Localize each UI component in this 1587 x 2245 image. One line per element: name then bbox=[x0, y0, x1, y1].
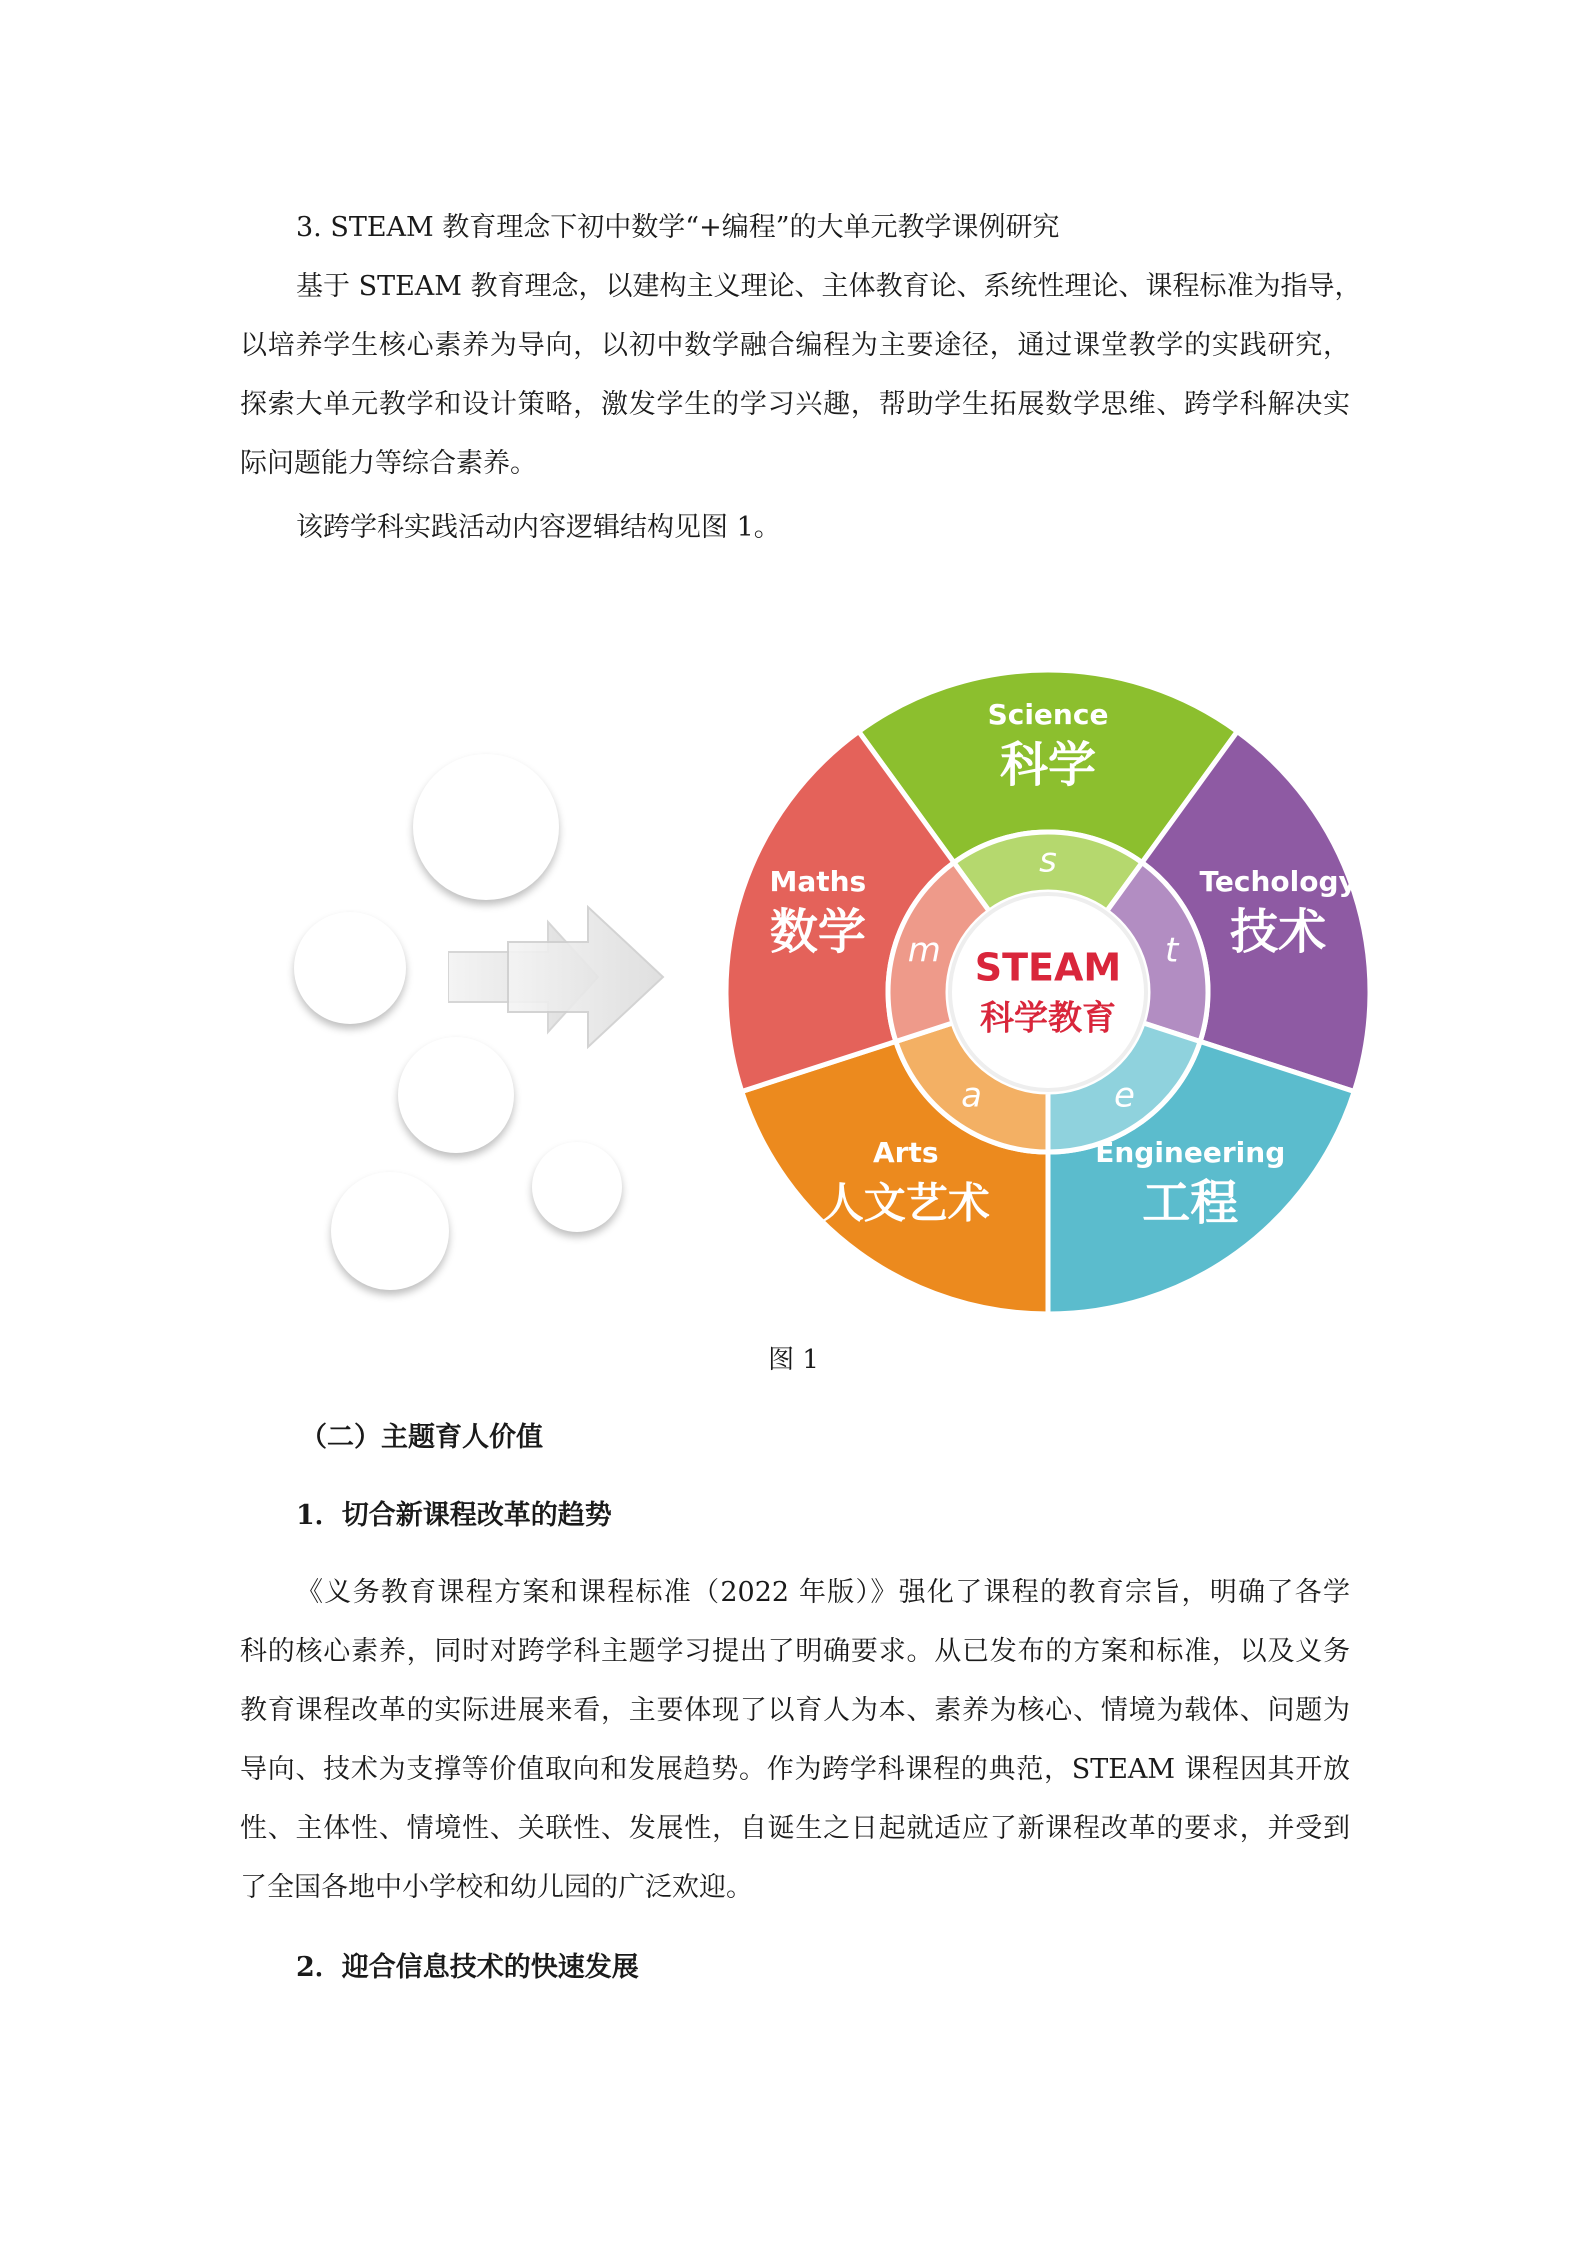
wheel-center bbox=[950, 894, 1146, 1090]
segment-letter: t bbox=[1164, 930, 1179, 971]
segment-zh-label: 人文艺术 bbox=[821, 1178, 990, 1228]
segment-letter: e bbox=[1113, 1075, 1135, 1116]
segment-en-label: Maths bbox=[769, 865, 867, 899]
arrow-right-icon bbox=[448, 902, 688, 1052]
bubble-process bbox=[294, 912, 406, 1024]
subsection-heading-1: 1．切合新课程改革的趋势 bbox=[296, 1500, 612, 1531]
segment-zh-label: 工程 bbox=[1142, 1174, 1239, 1231]
segment-zh-label: 技术 bbox=[1230, 904, 1327, 961]
bubble-label: 跨学科 bbox=[548, 1176, 606, 1198]
body-text: 性、主体性、情境性、关联性、发展性，自诞生之日起就适应了新课程改革的要求，并受到 bbox=[240, 1813, 1350, 1844]
section-heading: （二）主题育人价值 bbox=[300, 1422, 543, 1453]
body-text: 该跨学科实践活动内容逻辑结构见图 1。 bbox=[296, 512, 781, 543]
body-text: 了全国各地中小学校和幼儿园的广泛欢迎。 bbox=[240, 1872, 753, 1903]
subsection-heading-2: 2．迎合信息技术的快速发展 bbox=[296, 1952, 639, 1983]
body-text: 探索大单元教学和设计策略，激发学生的学习兴趣，帮助学生拓展数学思维、跨学科解决实 bbox=[240, 389, 1350, 420]
bubble-label: 培养 解决实际 问题的 能力 bbox=[357, 1190, 422, 1272]
segment-zh-label: 科学 bbox=[999, 737, 1097, 793]
steam-figure bbox=[280, 672, 1400, 1332]
segment-en-label: Techology bbox=[1199, 865, 1357, 899]
wheel-center-subtitle: 科学教育 bbox=[980, 998, 1116, 1039]
section-title-3: 3. STEAM 教育理念下初中数学“+编程”的大单元教学课例研究 bbox=[296, 212, 1060, 243]
segment-letter: s bbox=[1039, 840, 1057, 881]
bubble-label: 培养 系统逻辑 思维的 能力 bbox=[423, 1054, 488, 1136]
bubble-connection bbox=[413, 754, 559, 900]
bubble-problem-solving bbox=[331, 1172, 449, 1290]
body-text: 教育课程改革的实际进展来看，主要体现了以育人为本、素养为核心、情境为载体、问题为 bbox=[240, 1695, 1350, 1726]
wheel-center-title: STEAM bbox=[974, 945, 1122, 990]
bubble-label: 注重 解决问题 的过程 bbox=[311, 933, 388, 1003]
segment-en-label: Arts bbox=[872, 1135, 939, 1169]
segment-en-label: Science bbox=[987, 698, 1109, 731]
body-text: 科的核心素养，同时对跨学科主题学习提出了明确要求。从已发布的方案和标准，以及义务 bbox=[240, 1636, 1350, 1667]
segment-letter: m bbox=[907, 930, 941, 971]
bubble-interdisciplinary bbox=[532, 1142, 622, 1232]
segment-zh-label: 数学 bbox=[769, 904, 866, 961]
figure-caption: 图 1 bbox=[768, 1345, 819, 1375]
steam-wheel bbox=[708, 672, 1388, 1332]
bubble-logic bbox=[398, 1037, 514, 1153]
body-text: 《义务教育课程方案和课程标准（2022 年版）》强化了课程的教育宗旨，明确了各学 bbox=[296, 1577, 1350, 1608]
body-text: 导向、技术为支撑等价值取向和发展趋势。作为跨学科课程的典范，STEAM 课程因其开放 bbox=[240, 1754, 1350, 1785]
segment-en-label: Engineering bbox=[1095, 1135, 1286, 1169]
body-text: 际问题能力等综合素养。 bbox=[240, 448, 537, 479]
bubble-label: 注重与 现实世界 的联系 bbox=[433, 780, 538, 874]
body-text: 以培养学生核心素养为导向，以初中数学融合编程为主要途径，通过课堂教学的实践研究， bbox=[240, 330, 1350, 361]
segment-letter: a bbox=[961, 1075, 983, 1116]
body-text: 基于 STEAM 教育理念，以建构主义理论、主体教育论、系统性理论、课程标准为指导， bbox=[296, 271, 1362, 302]
